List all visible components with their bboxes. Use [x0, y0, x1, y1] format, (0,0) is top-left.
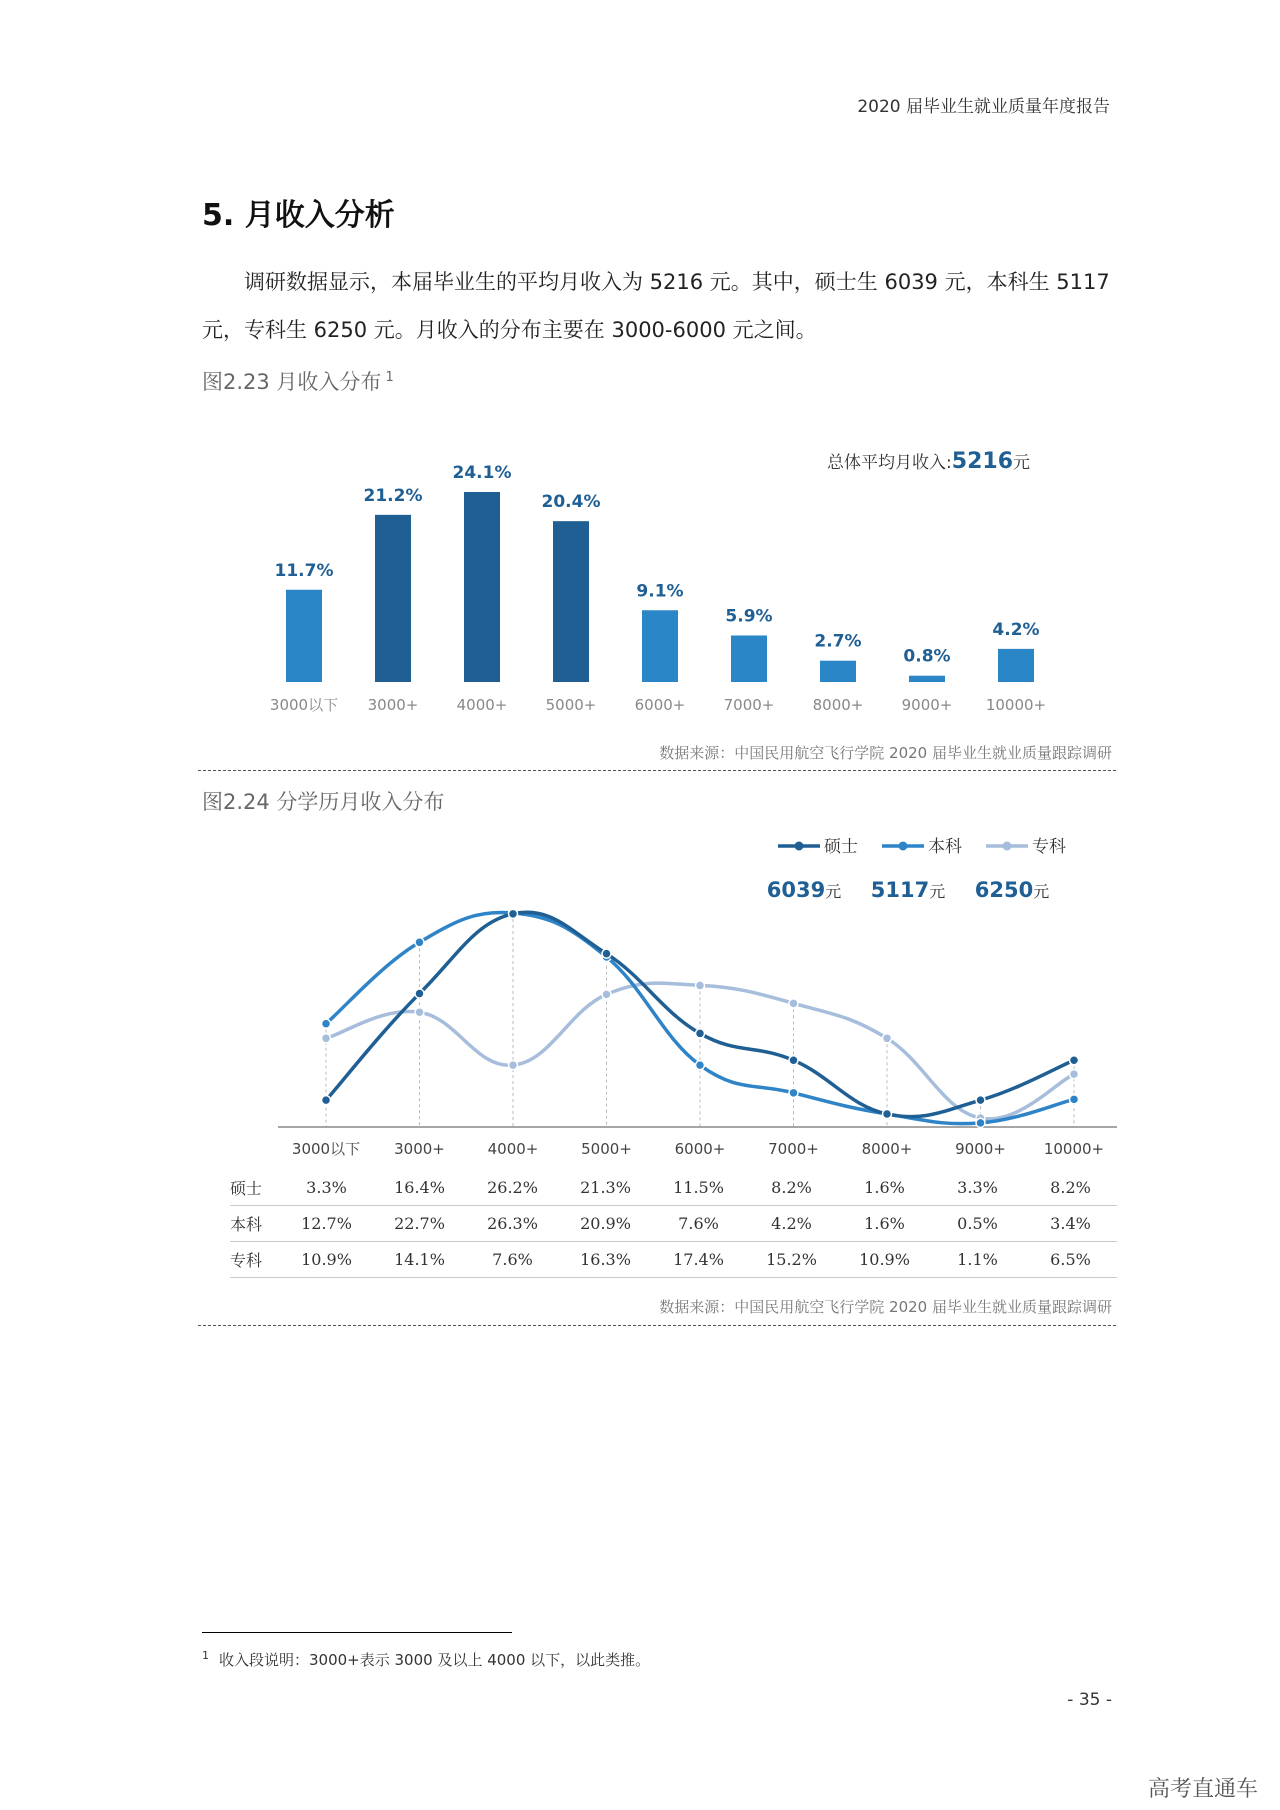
income-bar-chart — [200, 420, 1080, 720]
series-2-point-5 — [789, 999, 798, 1008]
figure1-divider — [198, 770, 1116, 771]
chart-legend — [767, 837, 1066, 902]
series-1-point-5 — [789, 1088, 798, 1097]
table-cell: 26.3% — [466, 1206, 559, 1242]
legend-label-1: 本科 — [928, 837, 962, 857]
table-cell: 4.2% — [745, 1206, 838, 1242]
bar-value-label-1: 21.2% — [363, 485, 423, 506]
x-tick-labels — [292, 1140, 1104, 1158]
footnote-ref: 1 — [385, 370, 394, 385]
table-cell: 1.6% — [838, 1206, 931, 1242]
table-cell: 3.3% — [931, 1170, 1024, 1206]
avg-income-value: 5216 — [951, 449, 1013, 474]
series-0-point-5 — [789, 1056, 798, 1065]
bar-value-label-7: 0.8% — [903, 646, 951, 667]
income-data-table-body — [230, 1170, 1117, 1278]
table-cell: 3.4% — [1024, 1206, 1117, 1242]
table-row-label: 硕士 — [230, 1170, 280, 1206]
table-row — [230, 1170, 1117, 1206]
bar-value-label-8: 4.2% — [992, 619, 1040, 640]
table-cell: 10.9% — [280, 1242, 373, 1278]
series-2-point-4 — [696, 981, 705, 990]
bar-x-tick-7: 9000+ — [901, 696, 953, 714]
table-cell: 21.3% — [559, 1170, 652, 1206]
bar-x-tick-1: 3000+ — [367, 696, 419, 714]
bar-x-tick-5: 7000+ — [723, 696, 775, 714]
legend-marker-2 — [1003, 842, 1012, 851]
series-2-point-6 — [883, 1034, 892, 1043]
series-2-point-3 — [602, 990, 611, 999]
table-cell: 17.4% — [652, 1242, 745, 1278]
table-cell: 22.7% — [373, 1206, 466, 1242]
legend-average-unit-1: 元 — [929, 882, 946, 901]
series-2-point-8 — [1070, 1070, 1079, 1079]
table-row-label: 专科 — [230, 1242, 280, 1278]
line-x-tick-0: 3000以下 — [291, 1140, 361, 1158]
series-0-point-3 — [602, 949, 611, 958]
table-cell: 20.9% — [559, 1206, 652, 1242]
series-0-point-2 — [509, 909, 518, 918]
series-0-point-1 — [415, 989, 424, 998]
series-0-point-7 — [976, 1096, 985, 1105]
line-x-tick-1: 3000+ — [394, 1140, 445, 1158]
education-line-chart — [200, 820, 1120, 1160]
series-line-0 — [326, 912, 1074, 1116]
line-x-tick-2: 4000+ — [487, 1140, 539, 1158]
table-cell: 26.2% — [466, 1170, 559, 1206]
page-number: - 35 - — [1067, 1690, 1112, 1710]
legend-average-unit-2: 元 — [1033, 882, 1050, 901]
bar-x-tick-4: 6000+ — [634, 696, 686, 714]
bar-4 — [642, 610, 678, 682]
figure2-divider — [198, 1325, 1116, 1326]
line-x-tick-6: 8000+ — [861, 1140, 913, 1158]
legend-average-value-0: 6039 — [766, 878, 826, 902]
series-0-point-4 — [696, 1029, 705, 1038]
section-title: 5. 月收入分析 — [202, 198, 395, 233]
legend-label-0: 硕士 — [824, 837, 858, 857]
table-cell: 7.6% — [652, 1206, 745, 1242]
legend-average-value-1: 5117 — [870, 878, 930, 902]
summary-paragraph-text: 调研数据显示，本届毕业生的平均月收入为 5216 元。其中，硕士生 6039 元，本科生 5117 元，专科生 6250 元。月收入的分布主要在 3000-6000 元之间。 — [202, 270, 1110, 342]
bar-value-label-6: 2.7% — [814, 631, 862, 652]
table-cell: 15.2% — [745, 1242, 838, 1278]
bar-5 — [731, 635, 767, 682]
series-1-point-4 — [696, 1061, 705, 1070]
table-row — [230, 1206, 1117, 1242]
figure2-source: 数据来源：中国民用航空飞行学院 2020 届毕业生就业质量跟踪调研 — [659, 1298, 1112, 1316]
avg-income-unit: 元 — [1013, 453, 1030, 473]
table-cell: 7.6% — [466, 1242, 559, 1278]
table-row-label: 本科 — [230, 1206, 280, 1242]
table-cell: 8.2% — [745, 1170, 838, 1206]
bar-x-tick-2: 4000+ — [456, 696, 508, 714]
avg-income-prefix: 总体平均月收入: — [827, 453, 952, 473]
bar-x-tick-6: 8000+ — [812, 696, 864, 714]
figure2-title: 图2.24 分学历月收入分布 — [202, 790, 445, 814]
series-1-point-7 — [976, 1118, 985, 1127]
bar-value-label-5: 5.9% — [725, 606, 773, 627]
legend-average-unit-0: 元 — [825, 882, 842, 901]
table-cell: 16.4% — [373, 1170, 466, 1206]
avg-income-label — [827, 449, 1030, 474]
footnote-text: 收入段说明：3000+表示 3000 及以上 4000 以下，以此类推。 — [219, 1651, 651, 1669]
bar-2 — [464, 492, 500, 682]
bar-1 — [375, 515, 411, 682]
bar-value-label-4: 9.1% — [636, 581, 684, 602]
watermark: 高考直通车 — [1147, 1777, 1258, 1802]
figure1-source: 数据来源：中国民用航空飞行学院 2020 届毕业生就业质量跟踪调研 — [659, 744, 1112, 762]
series-1-point-8 — [1070, 1095, 1079, 1104]
table-cell: 14.1% — [373, 1242, 466, 1278]
legend-average-value-2: 6250 — [974, 878, 1034, 902]
footnote-rule — [202, 1632, 512, 1633]
series-1-point-0 — [322, 1019, 331, 1028]
line-x-tick-5: 7000+ — [768, 1140, 819, 1158]
bar-x-tick-8: 10000+ — [985, 696, 1047, 714]
series-2-point-1 — [415, 1008, 424, 1017]
bar-x-tick-3: 5000+ — [545, 696, 597, 714]
line-x-tick-3: 5000+ — [581, 1140, 632, 1158]
figure1-title-text: 图2.23 月收入分布 — [202, 370, 382, 394]
line-x-tick-7: 9000+ — [955, 1140, 1006, 1158]
report-header: 2020 届毕业生就业质量年度报告 — [857, 97, 1110, 117]
bar-value-label-0: 11.7% — [274, 560, 334, 581]
series-0-point-0 — [322, 1096, 331, 1105]
legend-average-0 — [767, 878, 841, 902]
table-cell: 11.5% — [652, 1170, 745, 1206]
footnote-mark: 1 — [202, 1649, 209, 1662]
series-0-point-8 — [1070, 1056, 1079, 1065]
bar-6 — [820, 661, 856, 682]
table-cell: 12.7% — [280, 1206, 373, 1242]
income-data-table — [230, 1170, 1117, 1278]
bar-layer — [270, 463, 1046, 714]
series-1-point-1 — [415, 938, 424, 947]
table-row — [230, 1242, 1117, 1278]
footnote — [202, 1649, 650, 1670]
bar-7 — [909, 676, 945, 682]
summary-paragraph — [202, 258, 1112, 354]
bar-value-label-3: 20.4% — [541, 492, 601, 513]
table-cell: 0.5% — [931, 1206, 1024, 1242]
bar-3 — [553, 521, 589, 682]
series-2-point-2 — [509, 1061, 518, 1070]
line-x-tick-8: 10000+ — [1043, 1140, 1105, 1158]
table-cell: 3.3% — [280, 1170, 373, 1206]
bar-value-label-2: 24.1% — [452, 462, 512, 483]
table-cell: 1.1% — [931, 1242, 1024, 1278]
table-cell: 1.6% — [838, 1170, 931, 1206]
bar-x-tick-0: 3000以下 — [269, 696, 339, 714]
table-cell: 8.2% — [1024, 1170, 1117, 1206]
series-0-point-6 — [883, 1109, 892, 1118]
legend-marker-1 — [899, 842, 908, 851]
legend-marker-0 — [795, 842, 804, 851]
table-cell: 16.3% — [559, 1242, 652, 1278]
legend-label-2: 专科 — [1032, 837, 1066, 857]
table-cell: 10.9% — [838, 1242, 931, 1278]
table-cell: 6.5% — [1024, 1242, 1117, 1278]
series-2-point-0 — [322, 1034, 331, 1043]
bar-8 — [998, 649, 1034, 682]
bar-0 — [286, 590, 322, 682]
legend-average-2 — [975, 878, 1049, 902]
figure1-title — [202, 366, 394, 396]
line-x-tick-4: 6000+ — [674, 1140, 726, 1158]
legend-average-1 — [871, 878, 945, 902]
